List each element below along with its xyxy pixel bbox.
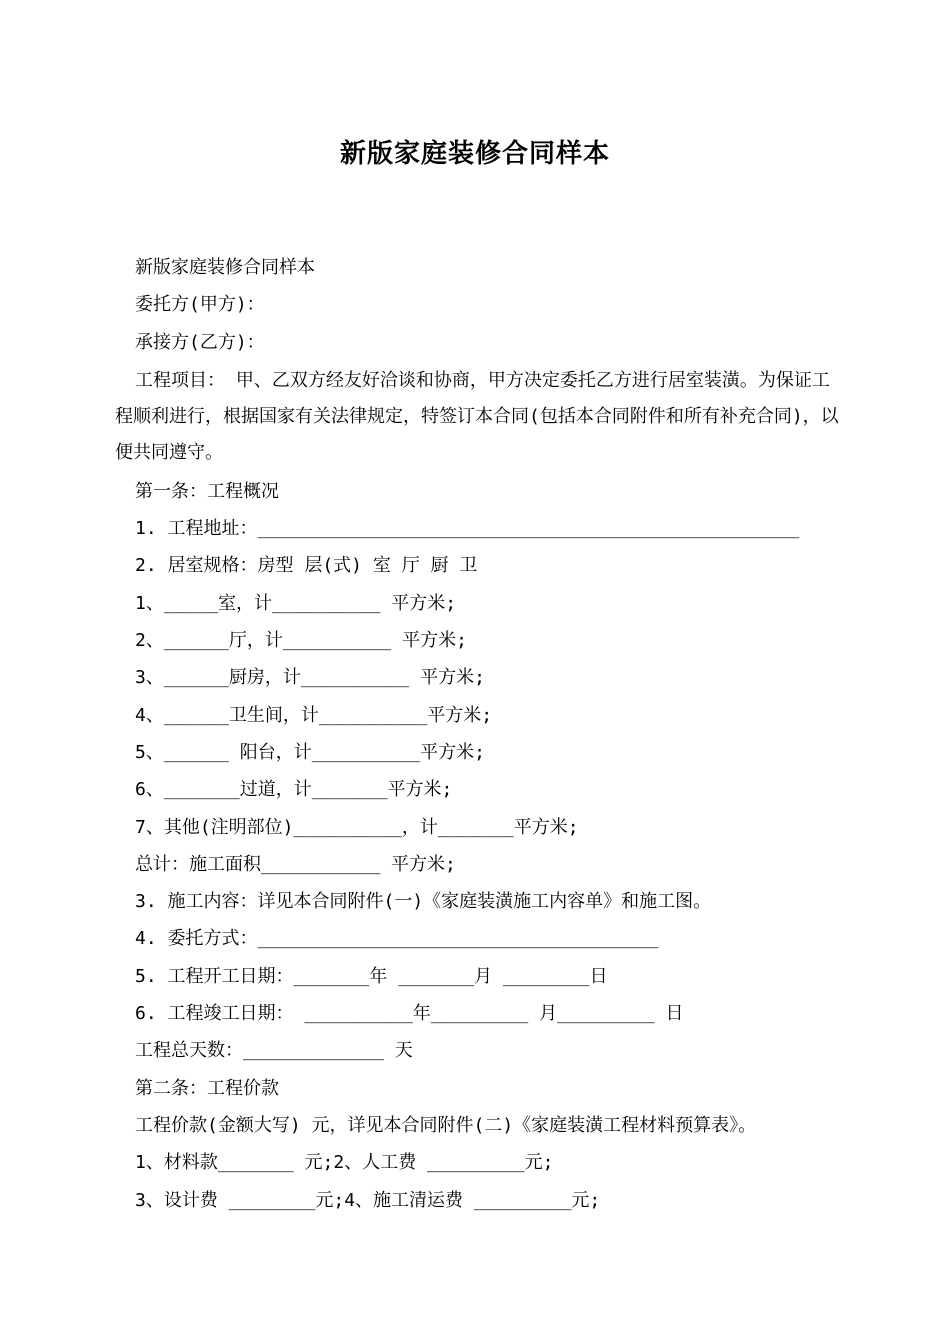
- party-b-line: 承接方(乙方)：: [135, 331, 265, 353]
- total-days-line: 工程总天数：_____________ 天: [135, 1040, 413, 1062]
- start-date-line: 5. 工程开工日期：_______年 _______月 ________日: [135, 965, 608, 987]
- article-2-heading: 第二条：工程价款: [135, 1077, 279, 1099]
- corridor-area-line: 6、_______过道，计_______平方米;: [135, 779, 453, 801]
- completion-date-line: 6. 工程竣工日期： __________年_________ 月_________ 日: [135, 1003, 684, 1025]
- project-price-line: 工程价款(金额大写) 元，详见本合同附件(二)《家庭装潢工程材料预算表》。: [135, 1114, 757, 1136]
- project-paragraph: 工程项目： 甲、乙双方经友好洽谈和协商，甲方决定委托乙方进行居室装潢。为保证工程顺利进行，根据国家有关法律规定，特签订本合同(包括本合同附件和所有补充合同)，以便共同遵守。: [115, 369, 839, 463]
- document-body: [115, 249, 840, 1219]
- bathroom-area-line: 4、______卫生间，计__________平方米;: [135, 704, 493, 726]
- other-area-line: 7、其他(注明部位)__________，计_______平方米;: [135, 816, 579, 838]
- contract-name-line: 新版家庭装修合同样本: [135, 257, 315, 278]
- project-address-line: 1. 工程地址：__________________________________________________: [135, 518, 800, 540]
- document-title: 新版家庭装修合同样本: [339, 139, 610, 169]
- design-cleanup-fee-line: 3、设计费 ________元;4、施工清运费 _________元;: [135, 1189, 601, 1211]
- material-labor-fee-line: 1、材料款_______ 元;2、人工费 _________元;: [135, 1152, 554, 1174]
- commission-method-line: 4. 委托方式：_____________________________________: [135, 928, 659, 950]
- party-a-line: 委托方(甲方)：: [135, 294, 265, 316]
- total-area-line: 总计：施工面积___________ 平方米;: [135, 853, 456, 875]
- hall-area-line: 2、______厅，计__________ 平方米;: [135, 630, 467, 652]
- kitchen-area-line: 3、______厨房，计__________ 平方米;: [135, 667, 485, 689]
- room-spec-line: 2. 居室规格：房型 层(式) 室 厅 厨 卫: [135, 555, 478, 577]
- construction-content-line: 3. 施工内容：详见本合同附件(一)《家庭装潢施工内容单》和施工图。: [135, 891, 712, 913]
- article-1-heading: 第一条：工程概况: [135, 480, 279, 502]
- balcony-area-line: 5、______ 阳台，计__________平方米;: [135, 741, 485, 763]
- room-area-line: 1、_____室，计__________ 平方米;: [135, 592, 457, 614]
